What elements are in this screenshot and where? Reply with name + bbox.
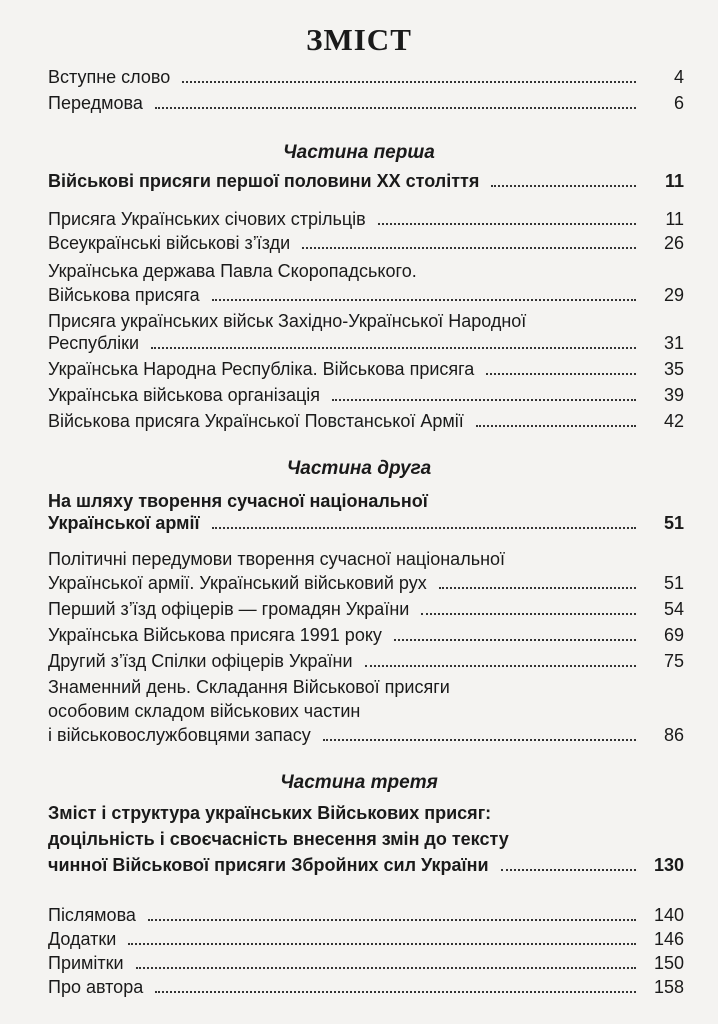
toc-entry-page: 11 [665,209,684,229]
leader-dots [136,967,636,969]
toc-entry-page: 29 [663,285,684,305]
leader-dots [212,299,636,301]
leader-dots [394,639,636,641]
section-heading[interactable] [48,168,684,192]
toc-entry[interactable] [48,596,684,620]
toc-entry-title: Українська Військова присяга 1991 року [48,625,382,645]
section-heading-line1: Зміст і структура українських Військових присяг: [48,803,492,823]
toc-entry[interactable] [48,64,684,88]
toc-entry-page: 150 [653,953,684,973]
section-heading-title: чинної Військової присяги Збройних сил України [48,855,489,875]
toc-entry-title: Українська Народна Республіка. Військова присяга [48,359,475,379]
leader-dots [439,587,636,589]
part-label: Частина перша [283,142,435,163]
toc-entry-page: 158 [653,977,684,997]
page-title: ЗМІСТ [306,22,412,57]
toc-entry-title: Додатки [48,929,117,949]
part-label: Частина друга [286,458,432,479]
toc-entry[interactable] [48,330,684,354]
toc-entry[interactable] [48,648,684,672]
toc-entry-title: Передмова [48,93,143,113]
section-heading-title: Української армії [48,513,200,533]
leader-dots [365,665,637,667]
section-heading-page: 11 [664,171,684,191]
toc-entry-title: Вступне слово [48,67,171,87]
leader-dots [486,373,636,375]
toc-entry[interactable] [48,902,684,926]
toc-entry[interactable] [48,974,684,998]
leader-dots [155,991,636,993]
leader-dots [155,107,636,109]
section-heading[interactable] [48,852,684,876]
toc-entry-title: і військовослужбовцями запасу [48,725,311,745]
toc-entry-page: 51 [663,573,684,593]
toc-entry-page: 146 [653,929,684,949]
leader-dots [212,527,636,529]
toc-entry-title: Військова присяга [48,285,200,305]
toc-entry-title: Післямова [48,905,136,925]
toc-entry-title: Про автора [48,977,144,997]
toc-entry-title-line2: особовим складом військових частин [48,701,361,721]
leader-dots [182,81,636,83]
leader-dots [148,919,636,921]
toc-entry[interactable] [48,356,684,380]
leader-dots [323,739,636,741]
toc-entry-page: 86 [663,725,684,745]
leader-dots [151,347,636,349]
toc-entry-title-line1: Українська держава Павла Скоропадського. [48,261,417,281]
toc-entry[interactable] [48,722,684,746]
toc-entry[interactable] [48,950,684,974]
toc-entry[interactable] [48,408,684,432]
toc-entry-title: Примітки [48,953,124,973]
toc-entry[interactable] [48,206,684,230]
toc-entry-title: Перший з’їзд офіцерів — громадян України [48,599,410,619]
leader-dots [128,943,636,945]
leader-dots [302,247,636,249]
toc-entry-page: 75 [663,651,684,671]
section-heading[interactable] [48,510,684,534]
section-heading-title: Військові присяги першої половини XX століття [48,171,480,191]
section-heading-line2: доцільність і своєчасність внесення змін до тексту [48,829,509,849]
toc-entry-page: 54 [663,599,684,619]
leader-dots [501,869,636,871]
part-label: Частина третя [280,772,438,793]
leader-dots [332,399,636,401]
toc-entry-page: 42 [663,411,684,431]
toc-entry[interactable] [48,570,684,594]
toc-entry-title: Військова присяга Української Повстанської Армії [48,411,464,431]
toc-entry[interactable] [48,622,684,646]
toc-entry-page: 26 [663,233,684,253]
toc-entry-page: 31 [663,333,684,353]
toc-entry-page: 140 [653,905,684,925]
toc-entry-page: 6 [673,93,684,113]
toc-entry[interactable] [48,282,684,306]
toc-entry[interactable] [48,90,684,114]
toc-entry-title: Другий з’їзд Спілки офіцерів України [48,651,353,671]
toc-entry-title-line1: Присяга українських військ Західно-Української Народної [48,311,527,331]
toc-entry-title: Української армії. Український військовий рух [48,573,427,593]
toc-entry-title: Присяга Українських січових стрільців [48,209,366,229]
toc-entry-page: 4 [673,67,684,87]
leader-dots [476,425,636,427]
section-heading-page: 51 [663,513,684,533]
toc-entry-page: 69 [663,625,684,645]
toc-entry-page: 35 [663,359,684,379]
leader-dots [378,223,636,225]
leader-dots [421,613,636,615]
toc-entry-title-line1: Політичні передумови творення сучасної національної [48,549,506,569]
toc-entry-title: Всеукраїнські військові з’їзди [48,233,291,253]
section-heading-page: 130 [653,855,684,875]
toc-entry[interactable] [48,230,684,254]
leader-dots [491,185,636,187]
toc-entry-title-line1: Знаменний день. Складання Військової присяги [48,677,450,697]
toc-entry-title: Республіки [48,333,140,353]
toc-entry[interactable] [48,382,684,406]
section-heading-line1: На шляху творення сучасної національної [48,491,428,511]
toc-entry-page: 39 [663,385,684,405]
toc-entry[interactable] [48,926,684,950]
toc-entry-title: Українська військова організація [48,385,321,405]
